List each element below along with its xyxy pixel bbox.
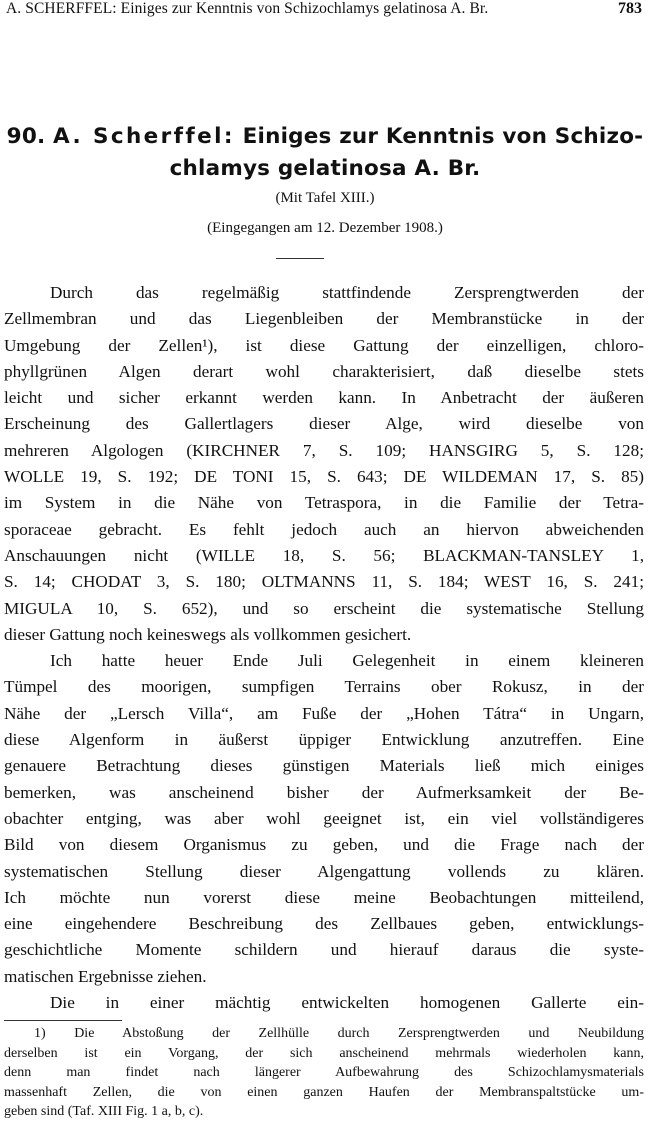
body-line: sporaceae gebracht. Es fehlt jedoch auch an hiervon abweichenden — [4, 519, 644, 539]
body-line: Bild von diesem Organismus zu geben, und die Frage nach der — [4, 835, 644, 855]
plate-note: (Mit Tafel XIII.) — [275, 190, 375, 206]
body-line: Ich möchte nun vorerst diese meine Beobachtungen mitteilend, — [4, 887, 644, 907]
body-line: genauere Betrachtung dieses günstigen Materials ließ mich einiges — [4, 756, 644, 776]
footnote-rule — [4, 1020, 122, 1021]
body-line: geschichtliche Momente schildern und hierauf daraus die syste- — [4, 940, 644, 960]
footnote-line: denn man findet nach längerer Aufbewahrung des Schizochlamysmaterials — [4, 1065, 644, 1081]
body-line: Die in einer mächtig entwickelten homogenen Gallerte ein- — [50, 993, 644, 1013]
body-line: mehreren Algologen (KIRCHNER 7, S. 109; HANSGIRG 5, S. 128; — [4, 440, 644, 460]
body-line: Ich hatte heuer Ende Juli Gelegenheit in einem kleineren — [50, 651, 644, 671]
body-line: Erscheinung des Gallertlagers dieser Alge, wird dieselbe von — [4, 414, 644, 434]
body-line: Zellmembran und das Liegenbleiben der Membranstücke in der — [4, 309, 644, 329]
footnote-line: 1) Die Abstoßung der Zellhülle durch Zersprengtwerden und Neubildung — [34, 1026, 644, 1041]
body-line: matischen Ergebnisse ziehen. — [4, 966, 207, 986]
body-line: obachter entging, was aber wohl geeignet ist, ein viel vollständigeres — [4, 808, 644, 828]
article-title — [0, 121, 650, 185]
body-line: MIGULA 10, S. 652), und so erscheint die systematische Stellung — [4, 598, 644, 618]
body-line: dieser Gattung noch keineswegs als vollkommen gesichert. — [4, 624, 412, 644]
body-line: Nähe der „Lersch Villa“, am Fuße der „Hohen Tátra“ in Ungarn, — [4, 703, 644, 723]
body-line: Durch das regelmäßig stattfindende Zersprengtwerden der — [50, 283, 644, 302]
body-line: im System in die Nähe von Tetraspora, in die Familie der Tetra- — [4, 493, 644, 513]
footnote-line: geben sind (Taf. XIII Fig. 1 a, b, c). — [4, 1104, 204, 1120]
body-line: S. 14; CHODAT 3, S. 180; OLTMANNS 11, S. 184; WEST 16, S. 241; — [4, 572, 644, 592]
title-line-1 — [0, 121, 650, 153]
body-line: diese Algenform in äußerst üppiger Entwicklung anzutreffen. Eine — [4, 730, 644, 750]
body-line: Umgebung der Zellen¹), ist diese Gattung der einzelligen, chloro- — [4, 335, 644, 355]
article-number: 90. — [6, 124, 46, 149]
body-line: eine eingehendere Beschreibung des Zellbaues geben, entwicklungs- — [4, 914, 644, 934]
body-line: Tümpel des moorigen, sumpfigen Terrains ober Rokusz, in der — [4, 677, 644, 697]
footnote — [4, 1024, 644, 1122]
body-line: leicht und sicher erkannt werden kann. In Anbetracht der äußeren — [4, 388, 644, 408]
body-line: WOLLE 19, S. 192; DE TONI 15, S. 643; DE WILDEMAN 17, S. 85) — [4, 467, 644, 487]
body-line: systematischen Stellung dieser Algengattung vollends zu klären. — [4, 861, 644, 881]
title-text-start: Einiges zur Kenntnis von Schizo- — [242, 124, 644, 149]
author-name: A. Scherffel: — [53, 124, 235, 149]
body-line: bemerken, was anscheinend bisher der Aufmerksamkeit der Be- — [4, 782, 644, 802]
page-number: 783 — [618, 0, 642, 17]
title-rule — [276, 258, 324, 259]
footnote-line: massenhaft Zellen, die von einen ganzen Haufen der Membranspaltstücke um- — [4, 1084, 644, 1100]
running-title: A. SCHERFFEL: Einiges zur Kenntnis von Schizochlamys gelatinosa A. Br. — [6, 0, 489, 17]
received-date: (Eingegangen am 12. Dezember 1908.) — [207, 220, 443, 236]
running-header — [6, 0, 642, 24]
title-line-2: chlamys gelatinosa A. Br. — [169, 156, 481, 181]
body-text — [4, 280, 644, 1016]
body-line: Anschauungen nicht (WILLE 18, S. 56; BLACKMAN-TANSLEY 1, — [4, 545, 644, 565]
footnote-line: derselben ist ein Vorgang, der sich anscheinend mehrmals wiederholen kann, — [4, 1045, 644, 1061]
body-line: phyllgrünen Algen derart wohl charakterisiert, daß dieselbe stets — [4, 361, 644, 381]
